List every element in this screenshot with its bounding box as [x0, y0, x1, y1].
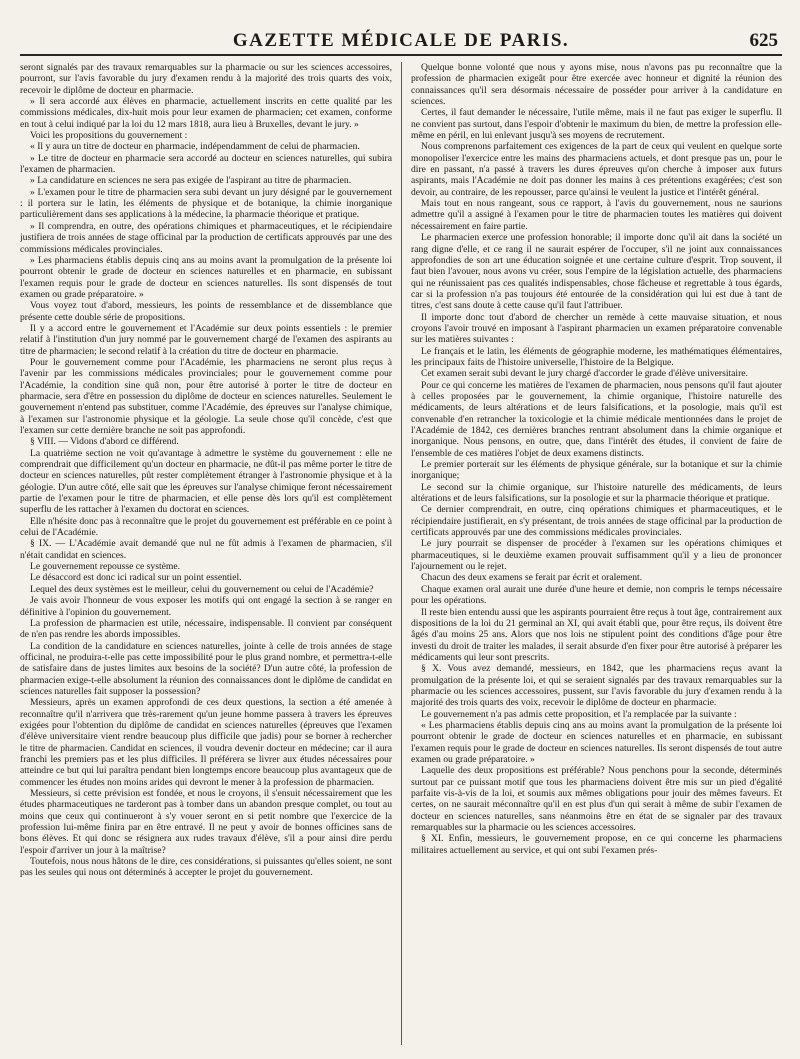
page-header [20, 26, 782, 56]
paragraph: § VIII. — Vidons d'abord ce différend. [30, 436, 179, 448]
paragraph: Le second sur la chimie organique, sur l'histoire naturelle des médicaments, de leurs altérations et de leurs falsifications, sur la posologie et sur la pharmacie théorique et pratique. [411, 481, 782, 505]
paragraph: Le jury pourrait se dispenser de procéder à l'examen sur les opérations chimiques et pharmaceutiques, si le deuxième examen prouvait suffisamment qu'il y a lieu de prononcer l'ajournement ou le rejet. [411, 538, 782, 573]
paragraph: » L'examen pour le titre de pharmacien sera subi devant un jury désigné par le gouvernement : il portera sur le latin, les éléments de physique et de botanique, la chimie inorganique particulièrement dans ses applications à la médecine, la pharmacie théorique et pratique. [20, 186, 392, 221]
journal-title: GAZETTE MÉDICALE DE PARIS. [232, 30, 570, 51]
paragraph: Le désaccord est donc ici radical sur un point essentiel. [30, 572, 242, 584]
paragraph: Le gouvernement repousse ce système. [30, 561, 180, 573]
paragraph: Toutefois, nous nous hâtons de le dire, ces considérations, si puissantes qu'elles soient, ne sont pas les seules qui nous ont déterminés à accepter le projet du gouvernement. [20, 856, 392, 879]
paragraph: » La candidature en sciences ne sera pas exigée de l'aspirant au titre de pharmacien. [30, 175, 352, 187]
paragraph: seront signalés par des travaux remarquables sur la pharmacie ou sur les sciences accessoires, pourront, sur l'avis favorable du jury d'examen rendu à la majorité des trois quarts des voix, recevoir le diplôme de docteur en pharmacie. [20, 62, 392, 96]
paragraph: Messieurs, si cette prévision est fondée, et nous le croyons, il s'ensuit nécessairement que les études pharmaceutiques ne tarderont pas à tomber dans un abandon presque complet, ou tout au moins que ceux qui continueront à s'y vouer seront en si petit nombre que l'exercice de la profession lui-même finira par en être entravé. Il ne peut y avoir de bonnes officines sans de bons élèves. Et qui donc se résignera aux rudes travaux d'élève, s'il a pour ainsi dire perdu l'espoir d'arriver un jour à la maîtrise? [20, 788, 392, 856]
paragraph: Il importe donc tout d'abord de chercher un remède à cette mauvaise situation, et nous croyons l'avoir trouvé en imposant à l'aspirant pharmacien un examen préparatoire convenable sur les matières suivantes : [411, 311, 782, 346]
paragraph: Laquelle des deux propositions est préférable? Nous penchons pour la seconde, déterminés surtout par ce puissant motif que tous les pharmaciens doivent être mis sur un pied d'égalité parfaite vis-à-vis de la loi, et soumis aux mêmes obligations pour jouir des mêmes faveurs. Et certes, on ne saurait méconnaître qu'il en est plus d'un qui serait à même de subir l'examen de docteur en sciences naturelles, sans néanmoins être en état de se signaler par des travaux remarquables sur la pharmacie ou les sciences accessoires. [411, 765, 782, 834]
left-column [20, 62, 401, 1045]
paragraph: Nous comprenons parfaitement ces exigences de la part de ceux qui veulent en quelque sorte monopoliser l'exercice entre les mains des pharmaciens actuels, et dont presque pas un, pour le dire en passant, n'a passé à travers les dures épreuves qu'on cherche à imposer aux futurs aspirants, mais l'Académie ne doit pas donner les mains à ces prétentions exagérées; c'est son devoir, au contraire, de les repousser, parce qu'ainsi le veulent la justice et l'intérêt général. [411, 141, 782, 198]
paragraph: Lequel des deux systèmes est le meilleur, celui du gouvernement ou celui de l'Académie? [30, 583, 374, 595]
paragraph: Chacun des deux examens se ferait par écrit et oralement. [421, 572, 643, 584]
paragraph: « Il y aura un titre de docteur en pharmacie, indépendamment de celui de pharmacien. [30, 141, 360, 153]
paragraph: § XI. Enfin, messieurs, le gouvernement propose, en ce qui concerne les pharmaciens militaires actuellement au service, et qui ont subi l'examen prés- [411, 833, 782, 856]
text-columns [20, 62, 782, 1045]
right-column [401, 62, 782, 1045]
paragraph: Quelque bonne volonté que nous y ayons mise, nous n'avons pas pu reconnaître que la profession de pharmacien exigeât pour être exercée avec honneur et dignité la réunion des connaissances qu'il sera désormais nécessaire de posséder pour arriver à la candidature en sciences. [411, 62, 782, 108]
page-number: 625 [749, 30, 778, 51]
paragraph: « Les pharmaciens établis depuis cinq ans au moins avant la promulgation de la présente loi pourront obtenir le grade de docteur en sciences naturelles et en pharmacie, en subissant l'examen requis pour le grade de docteur en sciences naturelles. Ils seront dispensés de tout autre examen ou grade préparatoire. » [411, 719, 782, 765]
paragraph: Le premier porterait sur les éléments de physique générale, sur la botanique et sur la chimie inorganique; [411, 459, 782, 482]
paragraph: Je vais avoir l'honneur de vous exposer les motifs qui ont engagé la section à se ranger en définitive à l'opinion du gouvernement. [20, 595, 392, 618]
paragraph: » Le titre de docteur en pharmacie sera accordé au docteur en sciences naturelles, qui subira l'examen de pharmacien. [20, 152, 392, 176]
paragraph: § X. Vous avez demandé, messieurs, en 1842, que les pharmaciens reçus avant la promulgation de la présente loi, et qui se seraient signalés par des travaux remarquables sur la pharmacie ou les sciences accessoires, pussent, sur l'avis favorable du jury d'examen rendu à la majorité des trois quarts des voix, recevoir le diplôme de docteur en pharmacie. [411, 663, 782, 709]
paragraph: Il reste bien entendu aussi que les aspirants pourraient être reçus à tout âge, contrairement aux dispositions de la loi du 21 germinal an XI, qui avait établi que, pour être reçus, ils doivent être âgés d'au moins 25 ans. Alors que nos lois ne stipulent point des conditions d'âge pour être investi du droit de traiter les malades, il serait absurde d'en fixer pour être autorisé à préparer les médicaments qui leur sont prescrits. [411, 606, 782, 663]
paragraph: Pour le gouvernement comme pour l'Académie, les pharmaciens ne seront plus reçus à l'avenir par les commissions médicales provinciales; pour le gouvernement comme pour l'Académie, la condition sine quâ non, pour être autorisé à porter le titre de docteur en pharmacie, sera d'être en possession du diplôme de docteur en sciences naturelles. Seulement le gouvernement n'entend pas substituer, comme l'Académie, des épreuves sur l'analyse chimique, à l'examen sur l'astronomie physique et la géologie. La seule chose qu'il concède, c'est que l'examen sur cette dernière branche ne soit pas approfondi. [20, 356, 392, 436]
paragraph: » Les pharmaciens établis depuis cinq ans au moins avant la promulgation de la présente loi pourront obtenir le grade de docteur en sciences naturelles et en pharmacie, en subissant l'examen requis pour le grade de docteur en sciences naturelles. Ils sont dispensés de tout examen ou grade préparatoire. » [20, 254, 392, 300]
paragraph: La profession de pharmacien est utile, nécessaire, indispensable. Il convient par conséquent de n'en pas rendre les abords impossibles. [20, 617, 392, 641]
paragraph: Cet examen serait subi devant le jury chargé d'accorder le grade d'élève universitaire. [421, 368, 748, 380]
paragraph: La condition de la candidature en sciences naturelles, jointe à celle de trois années de stage officinal, ne produira-t-elle pas cette impossibilité pour le plus grand nombre, et permettra-t-elle de satisfaire dans de justes limites aux besoins de la société? D'un autre côté, la profession de pharmacien exige-t-elle absolument la réunion des connaissances dont le diplôme de candidat en sciences naturelles fait supposer la possession? [20, 640, 392, 697]
paragraph: Chaque examen oral aurait une durée d'une heure et demie, non compris le temps nécessaire pour les opérations. [411, 583, 782, 607]
paragraph: Mais tout en nous rangeant, sous ce rapport, à l'avis du gouvernement, nous ne saurions admettre qu'il a assigné à l'examen pour le titre de pharmacien toutes les matières qui doivent nécessairement en faire partie. [411, 198, 782, 232]
paragraph: Le pharmacien exerce une profession honorable; il importe donc qu'il ait dans la société un rang digne d'elle, et ce rang il ne saurait espérer de l'occuper, s'il ne joint aux connaissances approfondies de son art une éducation soignée et une certaine culture d'esprit. Trop souvent, il faut bien l'avouer, nous avons vu créer, sous l'empire de la législation actuelle, des pharmaciens qui ne réunissaient pas ces qualités indispensables, chose fâcheuse et regrettable à tous égards, car si la profession n'a pas toujours été entourée de la considération qui lui est due à tant de titres, c'est sans doute à cette cause qu'il faut l'attribuer. [411, 232, 782, 312]
paragraph: Messieurs, après un examen approfondi de ces deux questions, la section a été amenée à reconnaître qu'il n'arrivera que très-rarement qu'un jeune homme passera à travers les épreuves exigées pour l'obtention du diplôme de candidat en sciences naturelles (épreuves que l'examen d'élève universitaire vient rendre beaucoup plus difficile que jadis) pour se borner à rechercher le titre de pharmacien. Candidat en sciences, il voudra devenir docteur en médecine; car il aura franchi les premiers pas et les plus difficiles. Il préférera se livrer aux études nécessaires pour atteindre ce but qui lui paraîtra pendant bien longtemps encore beaucoup plus avantageux que de commencer les études non moins arides qui devront le mener à la profession de pharmacien. [20, 697, 392, 788]
paragraph: Le gouvernement n'a pas admis cette proposition, et l'a remplacée par la suivante : [421, 708, 737, 720]
paragraph: » Il comprendra, en outre, des opérations chimiques et pharmaceutiques, et le récipiendaire justifiera de trois années de stage officinal par la production de certificats approuvés par une des commissions médicales provinciales. [20, 220, 392, 255]
paragraph: » Il sera accordé aux élèves en pharmacie, actuellement inscrits en cette qualité par les commissions médicales, dix-huit mois pour leur examen de pharmacien; cet examen, conforme en tout à celui indiqué par la loi du 12 mars 1818, aura lieu à Bruxelles, devant le jury. » [20, 96, 392, 130]
paragraph: Il y a accord entre le gouvernement et l'Académie sur deux points essentiels : le premier relatif à l'institution d'un jury nommé par le gouvernement chargé de l'examen des aspirants au titre de pharmacien; le second relatif à la création du titre de docteur en pharmacie. [20, 322, 392, 357]
paragraph: Certes, il faut demander le nécessaire, l'utile même, mais il ne faut pas exiger le superflu. Il ne convient pas surtout, dans l'espoir d'obtenir le maximum du bien, de mettre la profession elle-même en péril, en lui enlevant jusqu'à ses moyens de recrutement. [411, 107, 782, 142]
paragraph: Voici les propositions du gouvernement : [30, 130, 188, 142]
paragraph: La quatrième section ne voit qu'avantage à admettre le système du gouvernement : elle ne comprendrait que difficilement qu'un docteur en pharmacie, ne dût-il pas même porter le titre de docteur en sciences naturelles, pût rester complètement étranger à l'astronomie physique et à la géologie. D'un autre côté, elle sait que les épreuves sur l'analyse chimique feront nécessairement partie de l'examen pour le titre de pharmacien, et elle pense dès lors qu'il est complètement superflu de les rattacher à l'examen du doctorat en sciences. [20, 447, 392, 516]
paragraph: Le français et le latin, les éléments de géographie moderne, les mathématiques élémentaires, les principaux faits de l'histoire universelle, l'histoire de la Belgique. [411, 345, 782, 368]
paragraph: Vous voyez tout d'abord, messieurs, les points de ressemblance et de dissemblance que présente cette double série de propositions. [20, 300, 392, 323]
paragraph: § IX. — L'Académie avait demandé que nul ne fût admis à l'examen de pharmacien, s'il n'était candidat en sciences. [20, 538, 392, 561]
paragraph: Pour ce qui concerne les matières de l'examen de pharmacien, nous pensons qu'il faut ajouter à celles proposées par le gouvernement, la chimie organique, l'histoire naturelle des médicaments, de leurs altérations et de leurs falsifications, et la posologie, mais qu'il est convenable d'en retrancher la toxicologie et la chimie médicale mentionnées dans le projet de l'Académie de 1842, ces dernières branches rentrant absolument dans la chimie organique et inorganique. Nous pensons, en outre, que, dans l'intérêt des études, il convient de faire de l'ensemble de ces matières l'objet de deux examens distincts. [411, 379, 782, 459]
paragraph: Ce dernier comprendrait, en outre, cinq opérations chimiques et pharmaceutiques, et le récipiendaire justifierait, en s'y présentant, de trois années de stage officinal par la production de certificats approuvés par une des commissions médicales provinciales. [411, 504, 782, 539]
paragraph: Elle n'hésite donc pas à reconnaître que le projet du gouvernement est préférable en ce point à celui de l'Académie. [20, 515, 392, 539]
